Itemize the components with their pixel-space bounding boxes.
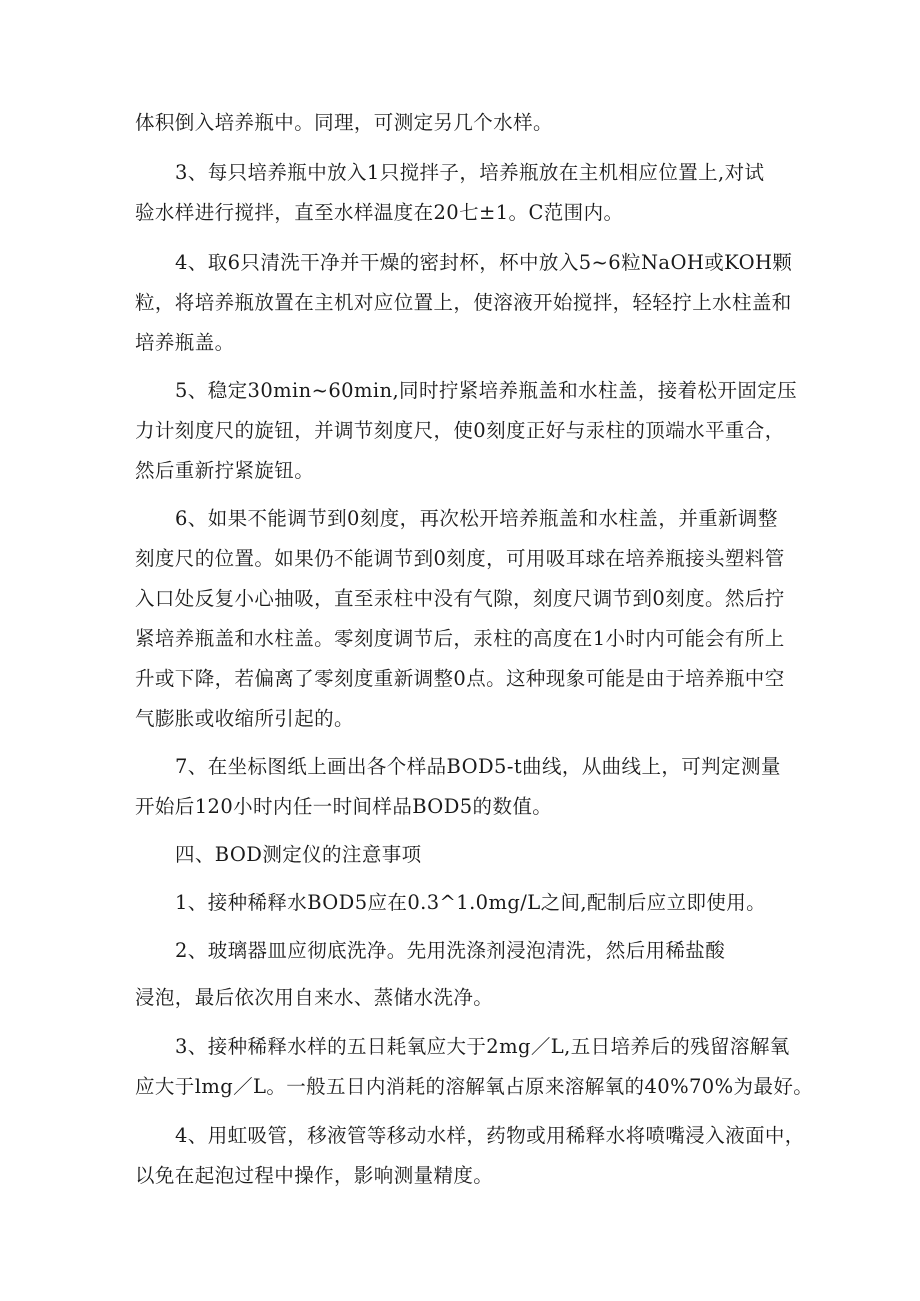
text-line-11: 刻度尺的位置。如果仍不能调节到0刻度，可用吸耳球在培养瓶接头塑料管	[135, 547, 785, 570]
text-line-8: 力计刻度尺的旋钮，并调节刻度尺，使0刻度正好与汞柱的顶端水平重合，	[135, 419, 785, 442]
text-line-5: 粒，将培养瓶放置在主机对应位置上，使溶液开始搅拌，轻轻拧上水柱盖和	[135, 291, 792, 314]
text-line-9: 然后重新拧紧旋钮。	[135, 459, 315, 482]
text-line-12: 入口处反复小心抽吸，直至汞柱中没有气隙，刻度尺调节到0刻度。然后拧	[135, 587, 785, 610]
text-line-2: 3、每只培养瓶中放入1只搅拌子，培养瓶放在主机相应位置上,对试	[175, 161, 765, 184]
text-line-1: 体积倒入培养瓶中。同理，可测定另几个水样。	[135, 111, 553, 134]
text-line-22: 3、接种稀释水样的五日耗氧应大于2mg／L,五日培养后的残留溶解氧	[175, 1035, 790, 1058]
text-line-13: 紧培养瓶盖和水柱盖。零刻度调节后，汞柱的高度在1小时内可能会有所上	[135, 627, 785, 650]
section-heading: 四、BOD测定仪的注意事项	[175, 843, 422, 866]
text-line-15: 气膨胀或收缩所引起的。	[135, 707, 354, 730]
text-line-4: 4、取6只清洗干净并干燥的密封杯，杯中放入5~6粒NaOH或KOH颗	[175, 251, 793, 274]
text-line-3: 验水样进行搅拌，直至水样温度在20七±1。C范围内。	[135, 201, 624, 224]
text-line-21: 浸泡，最后依次用自来水、蒸储水洗净。	[135, 986, 494, 1009]
text-line-25: 以免在起泡过程中操作，影响测量精度。	[135, 1164, 494, 1187]
text-line-20: 2、玻璃器皿应彻底洗净。先用洗涤剂浸泡清洗，然后用稀盐酸	[175, 939, 726, 962]
text-line-17: 开始后120小时内任一时间样品BOD5的数值。	[135, 795, 553, 818]
text-line-10: 6、如果不能调节到0刻度，再次松开培养瓶盖和水柱盖，并重新调整	[175, 507, 778, 530]
text-line-7: 5、稳定30min~60min,同时拧紧培养瓶盖和水柱盖，接着松开固定压	[175, 379, 798, 402]
text-line-19: 1、接种稀释水BOD5应在0.3^1.0mg/L之间,配制后应立即使用。	[175, 891, 767, 914]
text-line-16: 7、在坐标图纸上画出各个样品BOD5-t曲线，从曲线上，可判定测量	[175, 755, 781, 778]
text-line-14: 升或下降，若偏离了零刻度重新调整0点。这种现象可能是由于培养瓶中空	[135, 667, 785, 690]
text-line-6: 培养瓶盖。	[135, 331, 235, 354]
text-line-23: 应大于lmg／L。一般五日内消耗的溶解氧占原来溶解氧的40%70%为最好。	[135, 1075, 814, 1098]
text-line-24: 4、用虹吸管，移液管等移动水样，药物或用稀释水将喷嘴浸入液面中，	[175, 1124, 805, 1147]
